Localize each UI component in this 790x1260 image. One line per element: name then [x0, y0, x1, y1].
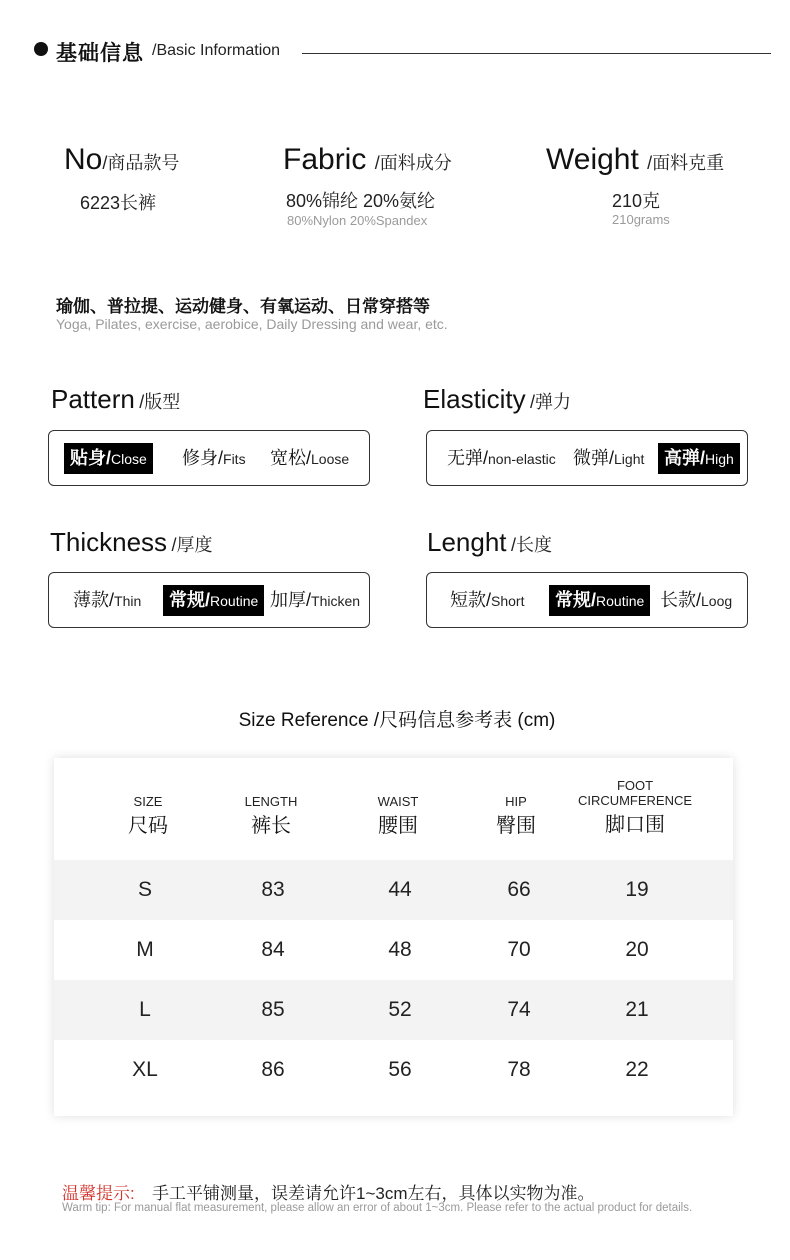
elasticity-heading: Elasticity /弹力: [423, 384, 572, 414]
option-pattern-fits[interactable]: 修身/Fits: [182, 448, 246, 468]
table-row: [54, 1040, 733, 1100]
cell-hip: 66: [507, 878, 531, 901]
option-length-short[interactable]: 短款/Short: [450, 590, 525, 610]
header-hip: HIP 臀围: [496, 794, 536, 837]
cell-length: 86: [261, 1058, 285, 1081]
weight-sub: 210grams: [612, 212, 670, 227]
cell-waist: 56: [388, 1058, 412, 1081]
cell-foot: 21: [625, 998, 649, 1021]
option-elasticity-light[interactable]: 微弹/Light: [573, 448, 645, 468]
cell-waist: 48: [388, 938, 412, 961]
cell-length: 85: [261, 998, 285, 1021]
table-row: [54, 980, 733, 1040]
cell-waist: 44: [388, 878, 412, 901]
fabric-value: 80%锦纶 20%氨纶: [286, 191, 436, 211]
thickness-heading: Thickness /厚度: [50, 527, 213, 557]
style-number-heading: No/商品款号: [64, 143, 180, 176]
cell-hip: 70: [507, 938, 531, 961]
header-length: LENGTH 裤长: [244, 794, 298, 837]
pattern-heading: Pattern /版型: [51, 384, 181, 414]
option-elasticity-none[interactable]: 无弹/non-elastic: [447, 448, 556, 468]
cell-foot: 19: [625, 878, 649, 901]
warm-tip-label: 温馨提示:: [62, 1184, 135, 1203]
option-pattern-loose[interactable]: 宽松/Loose: [270, 448, 350, 468]
bullet-dot-icon: [34, 42, 48, 56]
warm-tip-en: Warm tip: For manual flat measurement, please allow an error of about 1~3cm. Please refer to the actual product for details.: [62, 1202, 693, 1214]
option-length-routine[interactable]: 常规/Routine: [549, 585, 650, 616]
usage-en: Yoga, Pilates, exercise, aerobice, Daily Dressing and wear, etc.: [56, 316, 448, 332]
option-thickness-routine[interactable]: 常规/Routine: [163, 585, 264, 616]
elasticity-options: [426, 430, 748, 486]
usage-cn: 瑜伽、普拉提、运动健身、有氧运动、日常穿搭等: [56, 297, 430, 316]
fabric-sub: 80%Nylon 20%Spandex: [287, 213, 428, 228]
option-elasticity-high[interactable]: 高弹/High: [658, 443, 740, 474]
cell-length: 84: [261, 938, 285, 961]
cell-size: S: [137, 878, 152, 901]
option-length-loog[interactable]: 长款/Loog: [660, 590, 733, 610]
cell-size: XL: [132, 1058, 158, 1081]
table-row: [54, 860, 733, 920]
section-title-cn: 基础信息: [56, 42, 144, 65]
section-title-en: /Basic Information: [152, 42, 281, 59]
style-number-value: 6223长裤: [80, 193, 157, 213]
header-divider: [302, 53, 771, 54]
cell-hip: 74: [507, 998, 531, 1021]
weight-value: 210克: [612, 191, 661, 211]
header-foot-circumference: FOOT CIRCUMFERENCE 脚口围: [577, 778, 693, 836]
table-header-row: [54, 758, 733, 860]
option-thickness-thin[interactable]: 薄款/Thin: [73, 590, 142, 610]
cell-foot: 20: [625, 938, 649, 961]
length-heading: Lenght /长度: [427, 527, 552, 557]
size-table-title: Size Reference /尺码信息参考表 (cm): [238, 710, 556, 731]
fabric-heading: Fabric /面料成分: [283, 143, 452, 176]
pattern-options: [48, 430, 370, 486]
length-options: [426, 572, 748, 628]
warm-tip-cn: 手工平铺测量，误差请允许1~3cm左右，具体以实物为准。: [152, 1184, 595, 1203]
option-thickness-thicken[interactable]: 加厚/Thicken: [270, 590, 361, 610]
header-size: SIZE 尺码: [128, 794, 168, 837]
size-table: [54, 758, 733, 1116]
thickness-options: [48, 572, 370, 628]
cell-size: L: [139, 998, 151, 1021]
cell-foot: 22: [625, 1058, 649, 1081]
cell-hip: 78: [507, 1058, 531, 1081]
cell-size: M: [136, 938, 154, 961]
table-row: [54, 920, 733, 980]
cell-length: 83: [261, 878, 285, 901]
header-waist: WAIST 腰围: [377, 794, 419, 837]
cell-waist: 52: [388, 998, 412, 1021]
weight-heading: Weight /面料克重: [546, 143, 725, 176]
option-pattern-close[interactable]: 贴身/Close: [64, 443, 153, 474]
